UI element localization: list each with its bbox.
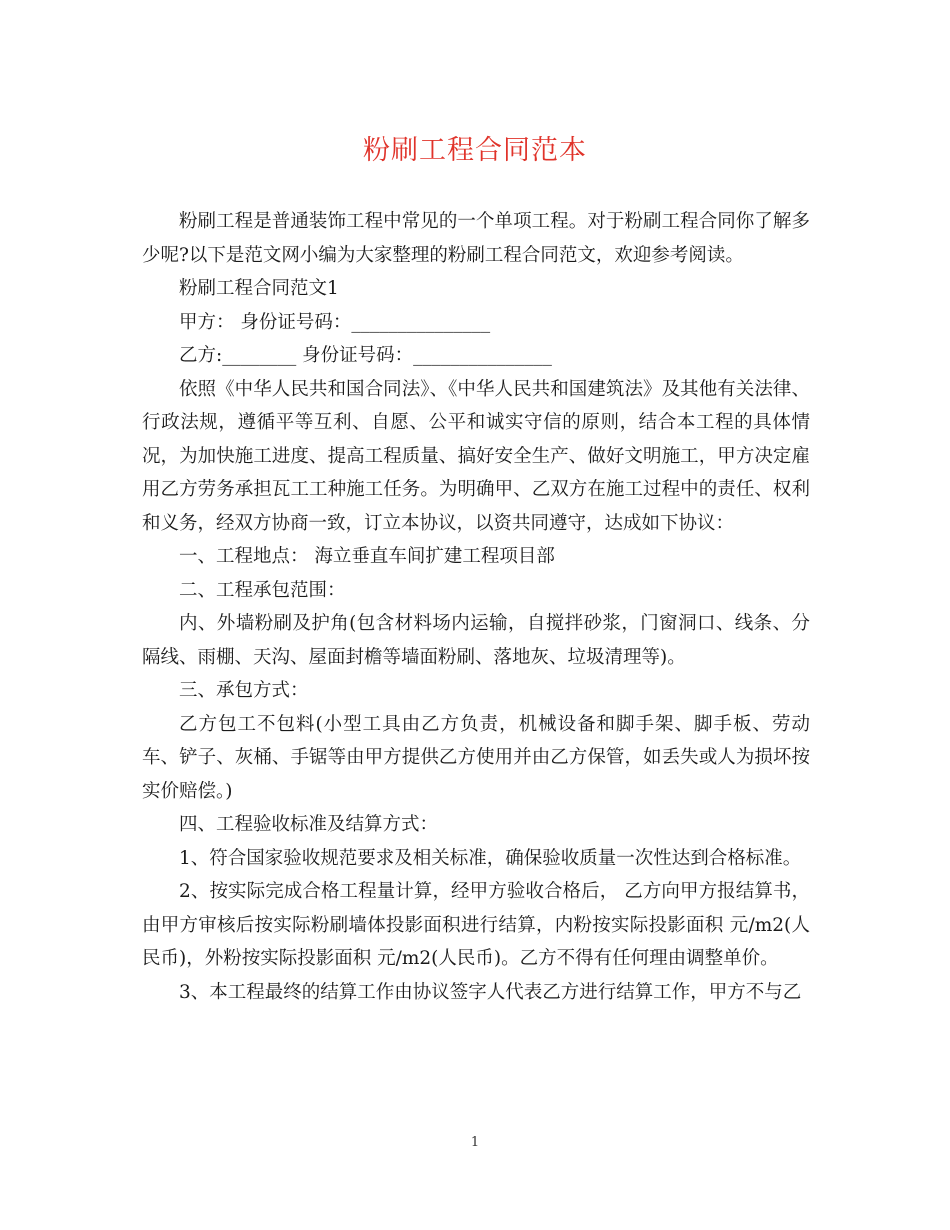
clause-2-heading: 二、工程承包范围： [179, 579, 346, 601]
clause-4-item-1: 1、符合国家验收规范要求及相关标准，确保验收质量一次性达到合格标准。 [179, 847, 802, 869]
clause-4-item-2: 2、按实际完成合格工程量计算，经甲方验收合格后， 乙方向甲方报结算书，由甲方审核后按实际粉刷墙体投影面积进行结算，内粉按实际投影面积 元/m2(人民币)，外粉按实际投影面积 元/m2(人民币)。乙方不得有任何理由调整单价。 [142, 881, 810, 969]
party-a-line: 甲方： 身份证号码：_______________ [179, 311, 491, 333]
sample-heading: 粉刷工程合同范文1 [179, 278, 339, 299]
clause-4-heading: 四、工程验收标准及结算方式： [179, 814, 439, 835]
clause-2-body: 内、外墙粉刷及护角(包含材料场内运输，自搅拌砂浆，门窗洞口、线条、分隔线、雨棚、天沟、屋面封檐等墙面粉刷、落地灰、垃圾清理等)。 [142, 613, 810, 668]
document-title: 粉刷工程合同范本 [363, 135, 587, 166]
party-b-line: 乙方:________ 身份证号码：_______________ [179, 345, 552, 366]
page-number: 1 [470, 1135, 480, 1150]
preamble-paragraph: 依照《中华人民共和国合同法》、《中华人民共和国建筑法》及其他有关法律、行政法规，遵循平等互利、自愿、公平和诚实守信的原则，结合本工程的具体情况，为加快施工进度、提高工程质量、搞好安全生产、做好文明施工，甲方决定雇用乙方劳务承担瓦工工种施工任务。为明确甲、乙双方在施工过程中的责任、权利和义务，经双方协商一致，订立本协议，以资共同遵守，达成如下协议： [142, 378, 810, 534]
intro-paragraph: 粉刷工程是普通装饰工程中常见的一个单项工程。对于粉刷工程合同你了解多少呢?以下是范文网小编为大家整理的粉刷工程合同范文，欢迎参考阅读。 [142, 211, 810, 266]
clause-4-item-3: 3、本工程最终的结算工作由协议签字人代表乙方进行结算工作，甲方不与乙 [179, 981, 802, 1003]
clause-3-heading: 三、承包方式： [179, 680, 309, 701]
clause-3-body: 乙方包工不包料(小型工具由乙方负责，机械设备和脚手架、脚手板、劳动车、铲子、灰桶、手锯等由甲方提供乙方使用并由乙方保管，如丢失或人为损坏按实价赔偿。) [142, 713, 810, 802]
document-body [142, 205, 810, 1009]
clause-1-location: 一、工程地点： 海立垂直车间扩建工程项目部 [179, 546, 555, 567]
